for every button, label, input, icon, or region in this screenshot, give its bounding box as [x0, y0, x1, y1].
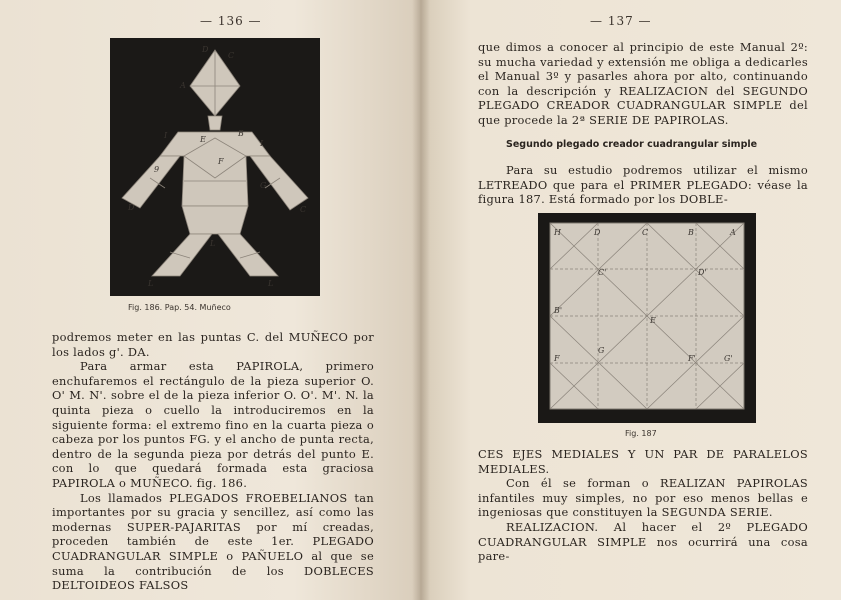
figure-point-label: H	[554, 228, 561, 237]
figure-point-label: L	[148, 279, 154, 288]
figure-point-label: E	[200, 135, 206, 144]
right-page	[420, 0, 841, 600]
figure-point-label: D	[594, 228, 601, 237]
figure-point-label: A	[730, 228, 736, 237]
left-page-body	[52, 330, 374, 593]
figure-point-label: G	[260, 181, 267, 190]
figure-point-label: D	[202, 45, 209, 54]
figure-point-label: F'	[688, 354, 696, 363]
figure-point-label: F	[554, 354, 560, 363]
figure-point-label: B	[688, 228, 694, 237]
right-page-closing	[478, 447, 808, 564]
body-paragraph: podremos meter en las puntas C. del MUÑECO por los lados g'. DA.	[52, 330, 374, 359]
figure-point-label: C	[642, 228, 649, 237]
figure-187-folded-square	[538, 213, 756, 423]
figure-point-label: G	[598, 346, 605, 355]
left-page	[0, 0, 420, 600]
figure-186-doll	[110, 38, 320, 296]
figure-point-label: C	[300, 205, 307, 214]
body-paragraph: Los llamados PLEGADOS FROEBELIANOS tan importantes por su gracia y sencillez, así como las modernas SUPER-PAJARITAS por mí creadas, proceden también de este 1er. PLEGADO CUADRANGULAR SIMPLE o PAÑUELO al que se suma la contribución de los DOBLECES DELTOIDEOS FALSOS	[52, 490, 374, 593]
body-paragraph: REALIZACION. Al hacer el 2º PLEGADO CUADRANGULAR SIMPLE nos ocurrirá una cosa pare-	[478, 519, 808, 564]
figure-point-label: 9	[154, 165, 160, 174]
figure-point-label: E	[650, 316, 656, 325]
figure-point-label: A	[180, 81, 186, 90]
body-paragraph: Para su estudio podremos utilizar el mismo LETREADO que para el PRIMER PLEGADO: véase la figura 187. Está formado por los DOBLE-	[478, 163, 808, 207]
folded-square-illustration	[538, 213, 756, 423]
figure-point-label: D'	[698, 268, 707, 277]
intro-paragraph: que dimos a conocer al principio de este Manual 2º: su mucha variedad y extensión me obliga a dedicarles el Manual 3º y pasarles ahora por alto, continuando con la descripción y REALIZACION del SEGUNDO PLEGADO CREADOR CUADRANGULAR SIMPLE del que procede la 2ª SERIE DE PAPIROLAS.	[478, 40, 808, 127]
figure-point-label: F	[218, 157, 224, 166]
figure-point-label: L	[210, 239, 216, 248]
figure-point-label: C	[228, 51, 235, 60]
figure-point-label: L	[268, 279, 274, 288]
section-subheading: Segundo plegado creador cuadrangular simple	[506, 139, 758, 150]
figure-186-caption: Fig. 186. Pap. 54. Muñeco	[128, 303, 231, 312]
figure-187-caption: Fig. 187	[625, 429, 657, 438]
figure-point-label: G'	[724, 354, 733, 363]
study-paragraph	[478, 163, 808, 207]
figure-point-label: I	[260, 139, 264, 148]
figure-point-label: B'	[554, 306, 563, 315]
figure-point-label: B	[238, 129, 244, 138]
body-paragraph: Para armar esta PAPIROLA, primero enchufaremos el rectángulo de la pieza superior O. O' M. N'. sobre el de la pieza inferior O. O'. M'. N. la quinta pieza o cuello la introduciremos en la siguiente forma: el extremo fino en la cuarta pieza o cabeza por los puntos FG. y el ancho de punta recta, dentro de la segunda pieza por detrás del punto E. con lo que quedará formada esta graciosa PAPIROLA o MUÑECO. fig. 186.	[52, 359, 374, 490]
figure-point-label: I	[164, 131, 168, 140]
page-number: — 136 —	[200, 14, 262, 28]
book-gutter	[412, 0, 430, 600]
body-paragraph: Con él se forman o REALIZAN PAPIROLAS infantiles muy simples, no por eso menos bellas e ingeniosas que constituyen la SEGUNDA SERIE.	[478, 476, 808, 520]
page-number: — 137 —	[590, 14, 652, 28]
figure-point-label: C'	[598, 268, 607, 277]
figure-point-label: D	[128, 203, 135, 212]
body-paragraph: CES EJES MEDIALES Y UN PAR DE PARALELOS MEDIALES.	[478, 447, 808, 476]
doll-illustration	[110, 38, 320, 296]
